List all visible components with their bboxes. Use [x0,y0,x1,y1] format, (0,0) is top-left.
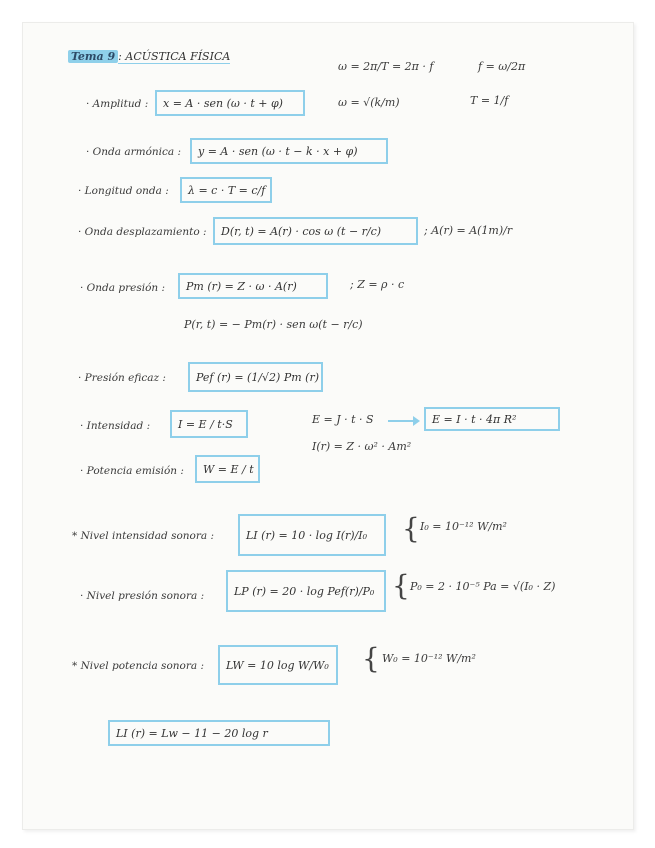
impedance-formula: ; Z = ρ · c [350,278,405,291]
intensity-label: · Intensidad : [80,420,151,432]
omega-formula: ω = 2π/T = 2π · f [338,60,434,73]
title-main: : ACÚSTICA FÍSICA [118,50,231,63]
sound-power-level-label: * Nivel potencia sonora : [72,660,204,672]
harmonic-wave-formula-box: y = A · sen (ω · t − k · x + φ) [190,138,388,164]
amplitude-distance-formula: ; A(r) = A(1m)/r [424,224,513,237]
period-formula: T = 1/f [470,94,509,107]
brace-icon: { [392,569,410,602]
sound-pressure-level-box: LP (r) = 20 · log Pef(r)/P₀ [226,570,386,612]
pressure-wave-formula-box: Pm (r) = Z · ω · A(r) [178,273,328,299]
energy-formula: E = J · t · S [312,413,374,426]
sound-intensity-level-label: * Nivel intensidad sonora : [72,530,215,542]
frequency-formula: f = ω/2π [478,60,526,73]
effective-pressure-formula-box: Pef (r) = (1/√2) Pm (r) [188,362,323,392]
displacement-wave-formula-box: D(r, t) = A(r) · cos ω (t − r/c) [213,217,418,245]
page-title [68,50,230,63]
emission-power-label: · Potencia emisión : [80,465,184,477]
wavelength-label: · Longitud onda : [78,185,169,197]
title-highlight: Tema 9 [68,50,118,63]
final-level-formula-box: LI (r) = Lw − 11 − 20 log r [108,720,330,746]
omega-spring-formula: ω = √(k/m) [338,96,400,109]
pressure-time-formula: P(r, t) = − Pm(r) · sen ω(t − r/c) [184,318,363,331]
effective-pressure-label: · Presión eficaz : [78,372,166,384]
amplitude-formula-box: x = A · sen (ω · t + φ) [155,90,305,116]
sound-power-level-box: LW = 10 log W/W₀ [218,645,338,685]
reference-power: W₀ = 10⁻¹² W/m² [382,652,476,665]
arrow-icon [388,420,414,422]
energy-surface-box: E = I · t · 4π R² [424,407,560,431]
pressure-wave-label: · Onda presión : [80,282,166,294]
intensity-formula-box: I = E / t·S [170,410,248,438]
brace-icon: { [362,642,380,675]
brace-icon: { [402,512,420,545]
reference-pressure: P₀ = 2 · 10⁻⁵ Pa = √(I₀ · Z) [410,580,556,593]
wavelength-formula-box: λ = c · T = c/f [180,177,272,203]
intensity-distance-formula: I(r) = Z · ω² · Am² [312,440,412,453]
harmonic-wave-label: · Onda armónica : [86,146,182,158]
reference-intensity: I₀ = 10⁻¹² W/m² [420,520,507,533]
sound-intensity-level-box: LI (r) = 10 · log I(r)/I₀ [238,514,386,556]
amplitude-label: · Amplitud : [86,98,149,110]
emission-power-formula-box: W = E / t [195,455,260,483]
displacement-wave-label: · Onda desplazamiento : [78,226,207,238]
sound-pressure-level-label: · Nivel presión sonora : [80,590,205,602]
